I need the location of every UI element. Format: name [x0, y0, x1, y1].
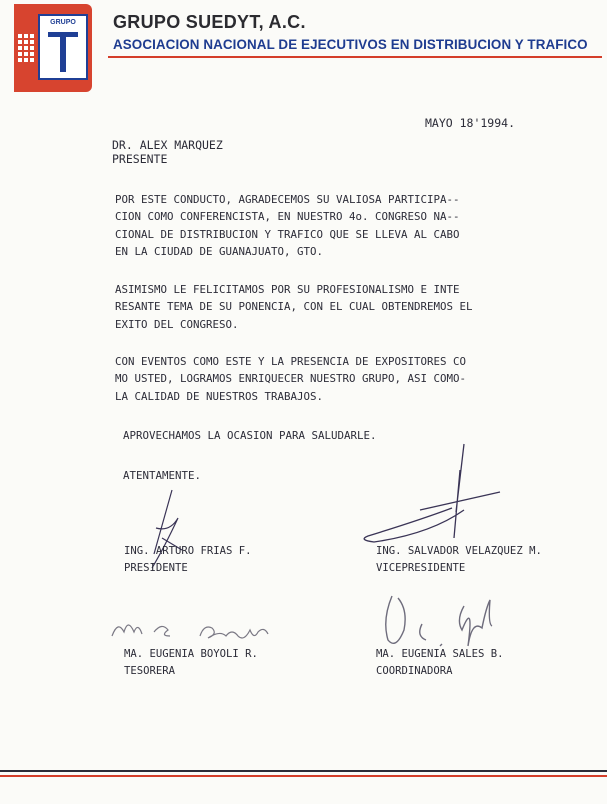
grupo-suedyt-logo: [14, 4, 92, 92]
signature-eugenia-boyoli: [108, 612, 278, 648]
footer-rule-dark: [0, 770, 607, 772]
organization-subtitle: ASOCIACION NACIONAL DE EJECUTIVOS EN DISTRIBUCION Y TRAFICO: [113, 37, 588, 52]
signature-salvador-velazquez: [360, 440, 510, 550]
signer-3-name: MA. EUGENIA BOYOLI R.: [124, 648, 258, 660]
signer-3: [124, 646, 258, 679]
signer-2-title: VICEPRESIDENTE: [376, 561, 466, 574]
logo-cross-stem: [60, 32, 66, 72]
signer-1-title: PRESIDENTE: [124, 561, 188, 574]
body-paragraph-1: POR ESTE CONDUCTO, AGRADECEMOS SU VALIOSA PARTICIPA-- CION COMO CONFERENCISTA, EN NUESTRO 4o. CONGRESO NA-- CIONAL DE DISTRIBUCION Y TRAFICO QUE SE LLEVA AL CABO EN LA CIUDAD DE GUANAJUATO, GTO.: [115, 193, 460, 259]
body-paragraph-2: ASIMISMO LE FELICITAMOS POR SU PROFESIONALISMO E INTE RESANTE TEMA DE SU PONENCIA, CON EL CUAL OBTENDREMOS EL EXITO DEL CONGRESO.: [115, 283, 473, 331]
signer-4: [376, 646, 504, 679]
signature-eugenia-sales: [378, 590, 508, 652]
closing-atentamente: ATENTAMENTE.: [123, 469, 202, 482]
recipient-name: DR. ALEX MARQUEZ: [112, 138, 223, 152]
signer-4-title: COORDINADORA: [376, 664, 453, 677]
logo-grid-pattern: [18, 34, 36, 64]
signer-2: [376, 543, 542, 576]
logo-text: GRUPO: [50, 19, 76, 26]
signer-4-name: MA. EUGENIA SALES B.: [376, 648, 504, 660]
footer-rule-red: [0, 775, 607, 777]
body-paragraph-4: APROVECHAMOS LA OCASION PARA SALUDARLE.: [123, 429, 377, 442]
signer-2-name: ING. SALVADOR VELAZQUEZ M.: [376, 545, 542, 557]
body-paragraph-3: CON EVENTOS COMO ESTE Y LA PRESENCIA DE EXPOSITORES CO MO USTED, LOGRAMOS ENRIQUECER NUESTRO GRUPO, ASI COMO- LA CALIDAD DE NUESTROS TRABAJOS.: [115, 355, 467, 403]
letter-date: MAYO 18'1994.: [425, 116, 516, 130]
signer-3-title: TESORERA: [124, 664, 176, 677]
organization-name: GRUPO SUEDYT, A.C.: [113, 12, 306, 32]
signer-1: [124, 543, 252, 576]
signer-1-name: ING. ARTURO FRIAS F.: [124, 545, 252, 557]
logo-emblem: [38, 14, 88, 80]
letterhead-rule: [108, 56, 602, 58]
recipient-presente: PRESENTE: [112, 152, 168, 166]
